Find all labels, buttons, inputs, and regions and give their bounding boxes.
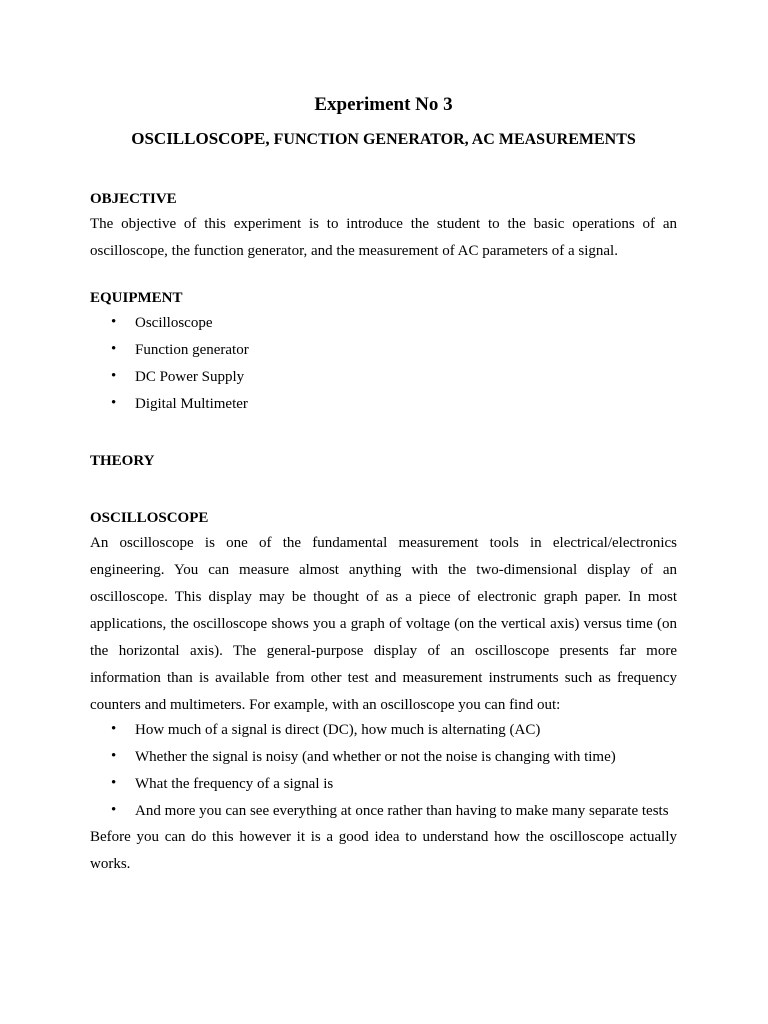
- equipment-item: [90, 364, 677, 391]
- capability-item-label: Whether the signal is noisy (and whether or not the noise is changing with time): [135, 749, 616, 765]
- equipment-item: [90, 310, 677, 337]
- equipment-item-label: Oscilloscope: [135, 315, 213, 331]
- bullet-glyph: •: [111, 395, 117, 411]
- objective-heading: OBJECTIVE: [90, 191, 177, 207]
- bullet-glyph: •: [111, 368, 117, 384]
- objective-paragraph: The objective of this experiment is to introduce the student to the basic operations of an oscilloscope, the function generator, and the measurement of AC parameters of a signal.: [90, 216, 677, 259]
- equipment-list: [90, 310, 677, 418]
- bullet-glyph: •: [111, 748, 117, 764]
- capability-item-label: And more you can see everything at once rather than having to make many separate tests: [135, 803, 669, 819]
- capability-item-label: What the frequency of a signal is: [135, 776, 334, 792]
- capability-item: [90, 798, 677, 825]
- capability-item-label: How much of a signal is direct (DC), how much is alternating (AC): [135, 722, 541, 738]
- bullet-glyph: •: [111, 802, 117, 818]
- theory-heading: THEORY: [90, 453, 155, 469]
- subtitle-lead: OSCILLOSCOPE,: [131, 129, 270, 148]
- equipment-heading: EQUIPMENT: [90, 290, 183, 306]
- bullet-glyph: •: [111, 314, 117, 330]
- equipment-item: [90, 337, 677, 364]
- oscilloscope-intro-paragraph: An oscilloscope is one of the fundamental measurement tools in electrical/electronics engineering. You can measure almost anything with the two-dimensional display of an oscilloscope. This display may be thought of as a piece of electronic graph paper. In most applications, the oscilloscope shows you a graph of voltage (on the vertical axis) versus time (on the horizontal axis). The general-purpose display of an oscilloscope presents far more information than is available from other test and measurement instruments such as frequency counters and multimeters. For example, with an oscilloscope you can find out:: [90, 535, 677, 713]
- equipment-item-label: DC Power Supply: [135, 369, 245, 385]
- subtitle-rest: FUNCTION GENERATOR, AC MEASUREMENTS: [269, 131, 636, 148]
- oscilloscope-closing-paragraph: Before you can do this however it is a good idea to understand how the oscilloscope actually works.: [90, 829, 677, 872]
- document-subtitle: [90, 128, 677, 151]
- capability-item: [90, 717, 677, 744]
- equipment-item-label: Function generator: [135, 342, 249, 358]
- equipment-item-label: Digital Multimeter: [135, 396, 248, 412]
- oscilloscope-capabilities-list: [90, 717, 677, 825]
- capability-item: [90, 771, 677, 798]
- bullet-glyph: •: [111, 775, 117, 791]
- equipment-item: [90, 391, 677, 418]
- bullet-glyph: •: [111, 721, 117, 737]
- bullet-glyph: •: [111, 341, 117, 357]
- capability-item: [90, 744, 677, 771]
- document-title: Experiment No 3: [314, 94, 453, 115]
- oscilloscope-heading: OSCILLOSCOPE: [90, 510, 209, 526]
